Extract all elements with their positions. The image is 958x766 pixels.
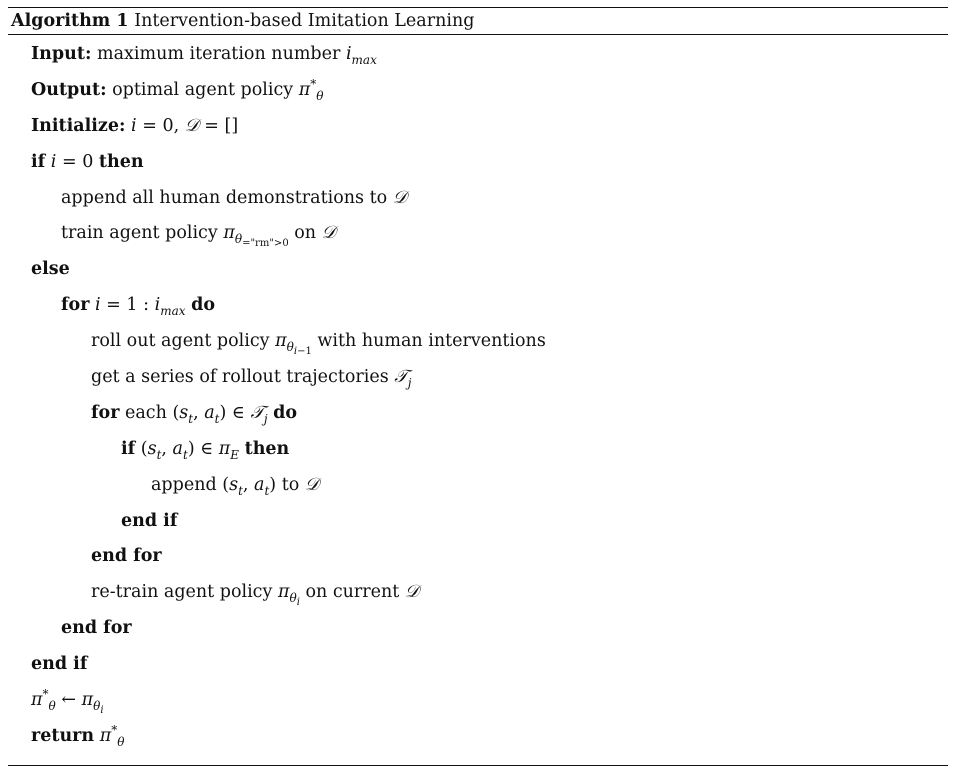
line-text: append all human demonstrations to [61,187,388,208]
math-expression: $\pi^*_\theta$ [99,722,125,749]
math-expression: i = 0 [50,151,94,172]
keyword: else [31,259,70,280]
line-text: to [281,474,300,495]
algorithm-line [8,145,948,181]
algorithm-line [8,252,948,288]
math-expression: $\pi^*_\theta$ [298,76,324,103]
algorithm-box [8,7,948,766]
algorithm-line [8,396,948,432]
keyword: end for [61,618,132,639]
keyword: Initialize: [31,115,126,136]
keyword: then [98,151,144,172]
math-expression: $\pi^*_\theta$ ← $\pi_{\theta_i}$ [31,687,104,717]
line-text: maximum iteration number [97,44,341,64]
algorithm-line [8,504,948,540]
math-expression: $\pi_{\theta_i}$ [277,582,300,609]
line-text: append [151,474,217,495]
math-expression: 𝒟 [404,582,419,603]
algorithm-line [8,719,948,755]
algorithm-line [8,37,948,73]
keyword: do [273,402,298,423]
keyword: end if [31,654,88,675]
line-text: with human interventions [317,331,546,352]
line-text: roll out agent policy [91,331,270,352]
keyword: end for [91,546,162,567]
algorithm-line [8,216,948,252]
algorithm-line [8,683,948,719]
math-expression: $\pi_{\theta_{i-1}}$ [275,331,312,358]
algorithm-line [8,109,948,145]
line-text: re-train agent policy [91,582,273,603]
line-text: get a series of rollout trajectories [91,367,389,388]
math-expression: 𝒟 [304,474,319,495]
algorithm-line [8,324,948,360]
math-expression: i = 1 : $i_{max}$ [95,295,186,319]
line-text: on current [305,582,400,603]
keyword: do [191,295,216,316]
keyword: return [31,725,95,746]
keyword: then [244,438,290,459]
algorithm-line [8,288,948,324]
keyword: end if [121,510,178,531]
line-text: optimal agent policy [112,79,294,100]
algorithm-caption [8,8,948,34]
algorithm-body [8,35,948,755]
math-expression: i = 0, 𝒟 = [] [131,115,239,136]
algorithm-line [8,432,948,468]
keyword: Input: [31,44,92,64]
algorithm-line [8,360,948,396]
algorithm-line [8,611,948,647]
math-expression: 𝒯$_j$ [394,367,412,391]
math-expression: 𝒟 [321,223,336,244]
algorithm-line [8,539,948,575]
algorithm-line [8,647,948,683]
keyword: for [91,402,120,423]
line-text: train agent policy [61,223,218,244]
math-expression: ($s_t$, $a_t$) [222,474,277,498]
algorithm-line [8,73,948,109]
math-expression: $i_{max}$ [345,44,377,67]
algorithm-title: Intervention-based Imitation Learning [134,11,475,31]
math-expression: ($s_t$, $a_t$) ∈ 𝒯$_j$ [172,402,268,426]
math-expression: 𝒟 [392,187,407,208]
keyword: for [61,295,90,316]
math-expression: $\pi_{\theta_{="rm">0}}$ [223,223,289,250]
math-expression: ($s_t$, $a_t$) ∈ $\pi_E$ [140,438,240,462]
line-text: on [294,223,317,244]
keyword: if [31,151,46,172]
algorithm-label: Algorithm 1 [11,11,129,31]
algorithm-line [8,468,948,504]
line-text: each [125,402,167,423]
algorithm-line [8,181,948,217]
algorithm-line [8,575,948,611]
keyword: Output: [31,79,107,100]
keyword: if [121,438,136,459]
